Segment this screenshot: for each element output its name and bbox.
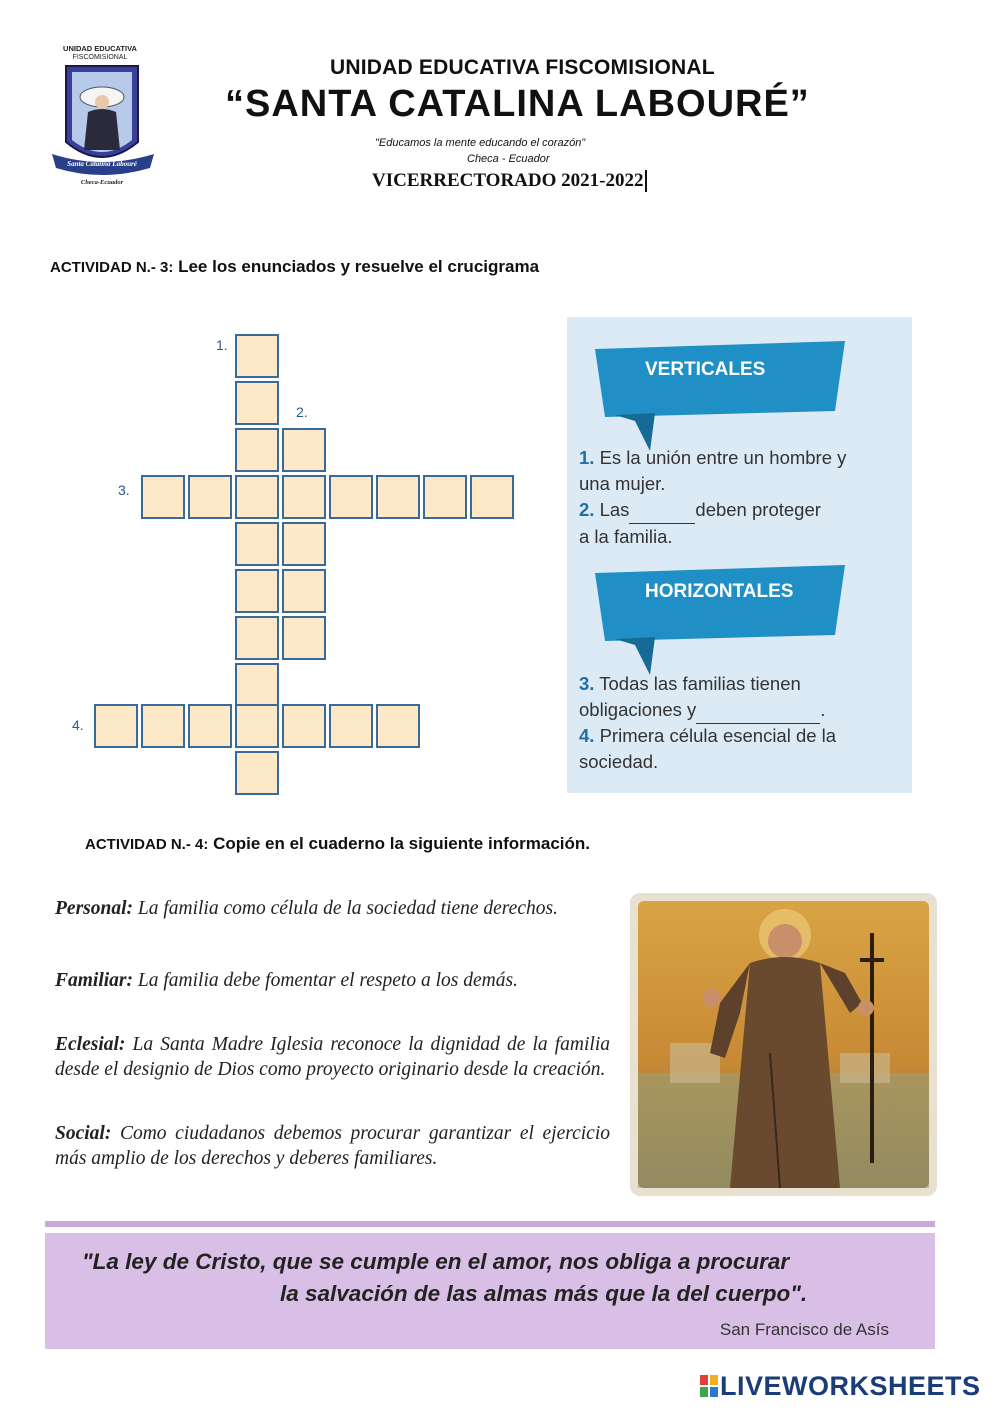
quote-line-2: la salvación de las almas más que la del cuerpo". [280,1281,808,1306]
crossword-cell[interactable] [376,475,420,519]
activity-4-label: ACTIVIDAD N.- 4: [85,836,209,853]
crossword-cell[interactable] [282,522,326,566]
activity-3-heading [50,257,539,277]
verticales-ribbon [595,341,850,453]
info-social [55,1121,610,1171]
crossword-cell[interactable] [423,475,467,519]
info-personal-text: La familia como célula de la sociedad tiene derechos. [137,898,558,919]
crossword-cell[interactable] [329,475,373,519]
crossword-cell[interactable] [235,428,279,472]
crossword-cell[interactable] [282,616,326,660]
crossword-cell[interactable] [282,569,326,613]
clue-horizontal-3 [579,671,904,724]
logo-top-text: UNIDAD EDUCATIVA [63,44,137,53]
info-eclesial-text: La Santa Madre Iglesia reconoce la dignidad de la familia desde el designio de Dios como proyecto originario desde la creación. [55,1034,610,1080]
clue-h3-number: 3. [579,673,595,694]
crossword-number-1: 1. [216,337,228,353]
liveworksheets-logo-icon [700,1375,718,1397]
info-eclesial-term: Eclesial: [55,1034,126,1055]
saint-francis-painting [630,893,937,1196]
institution-type: UNIDAD EDUCATIVA FISCOMISIONAL [330,56,715,79]
info-eclesial [55,1032,610,1082]
clue-h3-blank[interactable] [696,697,820,724]
school-logo [42,42,174,192]
crossword-cell[interactable] [188,704,232,748]
crossword-cell[interactable] [141,475,185,519]
liveworksheets-brand[interactable] [700,1371,981,1402]
school-location: Checa - Ecuador [467,153,550,165]
school-name: “SANTA CATALINA LABOURÉ” [225,83,810,125]
info-familiar-term: Familiar: [55,970,134,991]
crossword-cell[interactable] [235,663,279,707]
info-social-term: Social: [55,1123,112,1144]
crossword-number-4: 4. [72,717,84,733]
clues-panel [567,317,912,793]
clue-v2-number: 2. [579,499,595,520]
info-personal-term: Personal: [55,898,133,919]
crossword-cell[interactable] [235,616,279,660]
verticales-title: VERTICALES [645,359,766,380]
info-personal [55,896,610,921]
vicerrectorado-title: VICERRECTORADO 2021-2022 [372,170,647,192]
activity-4-heading [85,834,590,854]
clue-v2-text-c: a la familia. [579,526,673,547]
clue-v1-number: 1. [579,447,595,468]
logo-sub-text: Checa-Ecuador [80,179,124,186]
activity-3-label: ACTIVIDAD N.- 3: [50,259,174,276]
crossword-cell[interactable] [329,704,373,748]
quote-top-divider [45,1221,935,1227]
crossword-cell[interactable] [235,475,279,519]
clue-h4-text-b: sociedad. [579,751,659,772]
crossword-cell[interactable] [94,704,138,748]
crossword-cell[interactable] [376,704,420,748]
info-familiar [55,968,610,993]
info-familiar-text: La familia debe fomentar el respeto a los demás. [137,970,518,991]
crossword-cell[interactable] [141,704,185,748]
quote-line-1: "La ley de Cristo, que se cumple en el amor, nos obliga a procurar [82,1249,790,1274]
clue-vertical-1 [579,445,904,497]
quote-author: San Francisco de Asís [719,1320,889,1339]
crossword-cell[interactable] [188,475,232,519]
clue-horizontal-4 [579,723,904,775]
quote-box [45,1233,935,1349]
clue-vertical-2 [579,497,904,550]
crossword-cell[interactable] [235,704,279,748]
clue-h4-text-a: Primera célula esencial de la [599,725,837,746]
crossword-cell[interactable] [235,334,279,378]
crossword-cell[interactable] [235,569,279,613]
crossword-cell[interactable] [235,522,279,566]
clue-h3-end: . [820,699,826,720]
clue-h3-text-b: obligaciones y [579,699,697,720]
logo-top-text-2: FISCOMISIONAL [72,54,128,61]
school-motto: "Educamos la mente educando el corazón" [375,137,586,149]
info-social-text: Como ciudadanos debemos procurar garantizar el ejercicio más amplio de los derechos y deberes familiares. [55,1123,611,1169]
crossword-cell[interactable] [235,751,279,795]
activity-4-instruction: Copie en el cuaderno la siguiente información. [213,834,590,853]
crossword-cell[interactable] [282,428,326,472]
clue-v1-text-b: una mujer. [579,473,666,494]
clue-h3-text-a: Todas las familias tienen [599,673,801,694]
clue-h4-number: 4. [579,725,595,746]
crossword-cell[interactable] [470,475,514,519]
crossword-cell[interactable] [235,381,279,425]
crossword-number-3: 3. [118,482,130,498]
clue-v2-blank[interactable] [629,497,695,524]
liveworksheets-text: LIVEWORKSHEETS [720,1371,981,1401]
logo-banner-text: Santa Catalina Labouré [67,160,137,168]
clue-v1-text-a: Es la unión entre un hombre y [599,447,847,468]
activity-3-instruction: Lee los enunciados y resuelve el crucigrama [178,257,540,276]
clue-v2-text-b: deben proteger [695,499,821,520]
clue-v2-text-a: Las [599,499,630,520]
crossword-cell[interactable] [282,475,326,519]
horizontales-title: HORIZONTALES [645,581,794,602]
crossword-cell[interactable] [282,704,326,748]
crossword-number-2: 2. [296,404,308,420]
